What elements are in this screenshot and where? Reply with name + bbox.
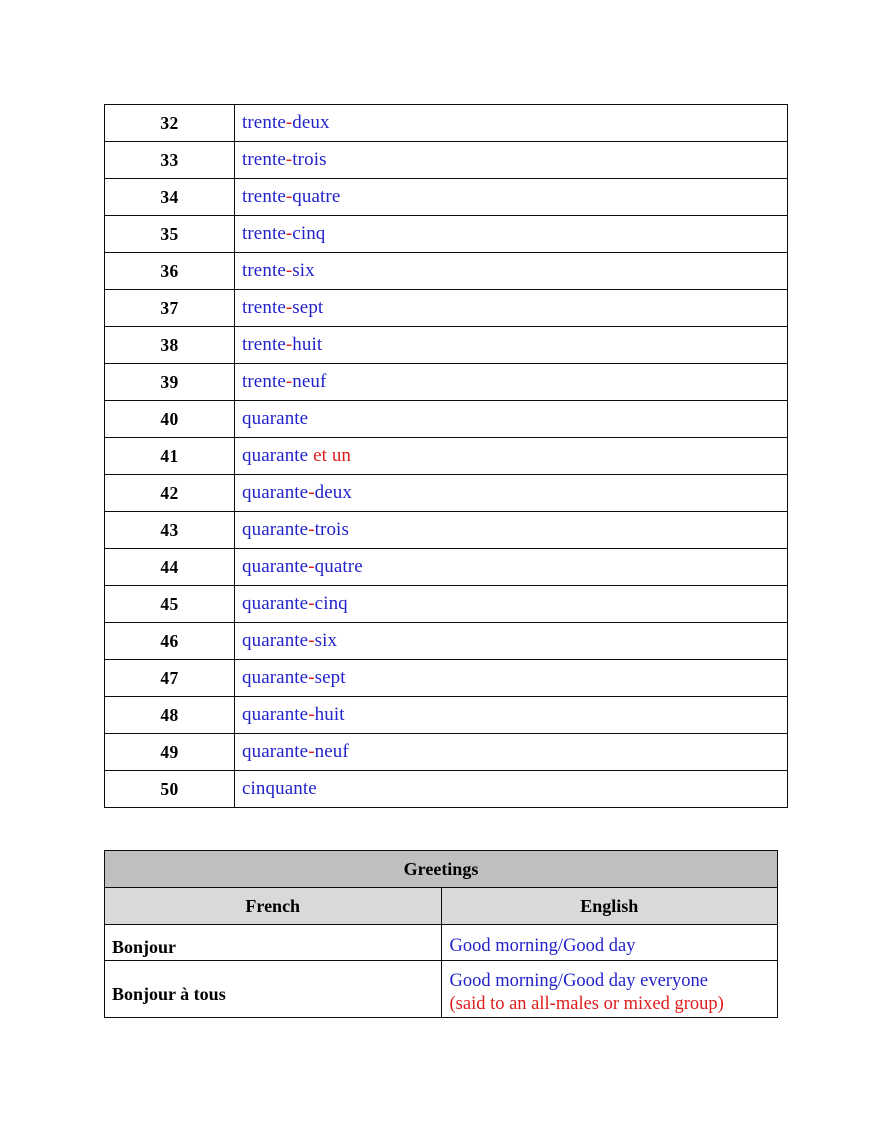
number-cell: 42 xyxy=(105,475,235,512)
word-segment: quarante xyxy=(242,741,309,762)
number-cell: 39 xyxy=(105,364,235,401)
french-word-cell xyxy=(235,512,788,549)
french-word-cell xyxy=(235,179,788,216)
french-word-cell xyxy=(235,327,788,364)
word-segment: trois xyxy=(314,519,349,540)
greetings-header-french: French xyxy=(105,888,442,925)
table-row xyxy=(105,142,788,179)
french-word-cell xyxy=(235,364,788,401)
french-word-cell xyxy=(235,623,788,660)
word-segment: quarante xyxy=(242,630,309,651)
hyphen-glyph: - xyxy=(308,482,315,503)
word-segment: six xyxy=(292,260,315,281)
table-row xyxy=(105,290,788,327)
greeting-english-line: Good morning/Good day xyxy=(449,936,636,957)
word-segment: deux xyxy=(292,112,330,133)
word-segment: quarante xyxy=(242,519,309,540)
table-row xyxy=(105,549,788,586)
table-row xyxy=(105,586,788,623)
french-word-cell xyxy=(235,771,788,808)
word-segment: sept xyxy=(314,667,346,688)
word-segment: trente xyxy=(242,223,286,244)
greetings-row xyxy=(105,925,778,961)
french-word-cell xyxy=(235,216,788,253)
number-cell: 47 xyxy=(105,660,235,697)
table-row xyxy=(105,364,788,401)
greetings-table xyxy=(104,850,778,1018)
word-segment: cinq xyxy=(314,593,348,614)
hyphen-glyph: - xyxy=(308,556,315,577)
french-word-cell xyxy=(235,697,788,734)
hyphen-glyph: - xyxy=(285,149,293,170)
word-segment: trente xyxy=(242,297,286,318)
table-row xyxy=(105,475,788,512)
number-cell: 49 xyxy=(105,734,235,771)
hyphen-glyph: - xyxy=(308,630,315,651)
number-cell: 46 xyxy=(105,623,235,660)
word-segment: et un xyxy=(313,445,352,466)
number-cell: 35 xyxy=(105,216,235,253)
hyphen-glyph: - xyxy=(308,704,315,725)
word-segment: six xyxy=(314,630,338,651)
greetings-row xyxy=(105,961,778,1018)
word-segment: quarante xyxy=(242,556,309,577)
word-segment: cinq xyxy=(292,223,326,244)
table-row xyxy=(105,660,788,697)
number-cell: 41 xyxy=(105,438,235,475)
hyphen-glyph: - xyxy=(285,297,293,318)
number-cell: 32 xyxy=(105,105,235,142)
hyphen-glyph: - xyxy=(285,223,293,244)
greeting-english-line: Good morning/Good day everyone xyxy=(449,971,708,992)
greetings-header-row xyxy=(105,888,778,925)
greetings-title-cell: Greetings xyxy=(105,851,778,888)
number-cell: 34 xyxy=(105,179,235,216)
greetings-table-body xyxy=(105,851,778,1018)
hyphen-glyph: - xyxy=(308,593,315,614)
word-segment: deux xyxy=(314,482,352,503)
french-word-cell xyxy=(235,105,788,142)
number-cell: 45 xyxy=(105,586,235,623)
hyphen-glyph: - xyxy=(308,667,315,688)
greeting-french-cell: Bonjour à tous xyxy=(105,961,442,1018)
greetings-header-english: English xyxy=(441,888,778,925)
greeting-english-line: (said to an all-males or mixed group) xyxy=(449,994,724,1014)
french-word-cell xyxy=(235,475,788,512)
hyphen-glyph: - xyxy=(285,186,293,207)
word-segment: huit xyxy=(314,704,345,725)
number-cell: 36 xyxy=(105,253,235,290)
french-word-cell xyxy=(235,401,788,438)
word-segment: cinquante xyxy=(242,778,317,799)
word-segment: trente xyxy=(242,149,286,170)
table-row xyxy=(105,512,788,549)
hyphen-glyph: - xyxy=(308,519,315,540)
table-row xyxy=(105,216,788,253)
word-segment: trente xyxy=(242,371,286,392)
word-segment: trente xyxy=(242,260,286,281)
word-segment: quarante xyxy=(242,408,309,429)
french-word-cell xyxy=(235,660,788,697)
word-segment: huit xyxy=(292,334,323,355)
table-row xyxy=(105,623,788,660)
french-word-cell xyxy=(235,438,788,475)
word-segment: neuf xyxy=(292,371,327,392)
table-row xyxy=(105,771,788,808)
number-cell: 37 xyxy=(105,290,235,327)
word-segment: quarante xyxy=(242,482,309,503)
hyphen-glyph: - xyxy=(285,112,293,133)
french-word-cell xyxy=(235,586,788,623)
greetings-title-row xyxy=(105,851,778,888)
table-row xyxy=(105,697,788,734)
word-segment: trente xyxy=(242,112,286,133)
number-cell: 43 xyxy=(105,512,235,549)
word-segment: trente xyxy=(242,186,286,207)
number-cell: 33 xyxy=(105,142,235,179)
word-segment: quarante xyxy=(242,593,309,614)
word-segment: neuf xyxy=(314,741,349,762)
table-row xyxy=(105,734,788,771)
number-cell: 40 xyxy=(105,401,235,438)
word-segment: quatre xyxy=(292,186,341,207)
french-word-cell xyxy=(235,734,788,771)
numbers-table-body xyxy=(105,105,788,808)
hyphen-glyph: - xyxy=(285,260,293,281)
table-row xyxy=(105,438,788,475)
french-word-cell xyxy=(235,290,788,327)
french-numbers-table xyxy=(104,104,788,808)
table-row xyxy=(105,253,788,290)
french-word-cell xyxy=(235,253,788,290)
table-row xyxy=(105,401,788,438)
table-row xyxy=(105,179,788,216)
hyphen-glyph: - xyxy=(308,741,315,762)
table-row xyxy=(105,327,788,364)
hyphen-glyph: - xyxy=(285,371,293,392)
number-cell: 44 xyxy=(105,549,235,586)
word-segment: quarante xyxy=(242,704,309,725)
number-cell: 50 xyxy=(105,771,235,808)
hyphen-glyph: - xyxy=(285,334,293,355)
number-cell: 38 xyxy=(105,327,235,364)
word-segment: quarante xyxy=(242,667,309,688)
word-segment: quatre xyxy=(314,556,363,577)
french-word-cell xyxy=(235,142,788,179)
word-segment: trente xyxy=(242,334,286,355)
word-segment: sept xyxy=(292,297,324,318)
word-segment: trois xyxy=(292,149,327,170)
greeting-french-cell: Bonjour xyxy=(105,925,442,961)
greeting-english-cell xyxy=(441,925,778,961)
word-segment: quarante xyxy=(242,445,314,466)
french-word-cell xyxy=(235,549,788,586)
number-cell: 48 xyxy=(105,697,235,734)
table-row xyxy=(105,105,788,142)
greeting-english-cell xyxy=(441,961,778,1018)
